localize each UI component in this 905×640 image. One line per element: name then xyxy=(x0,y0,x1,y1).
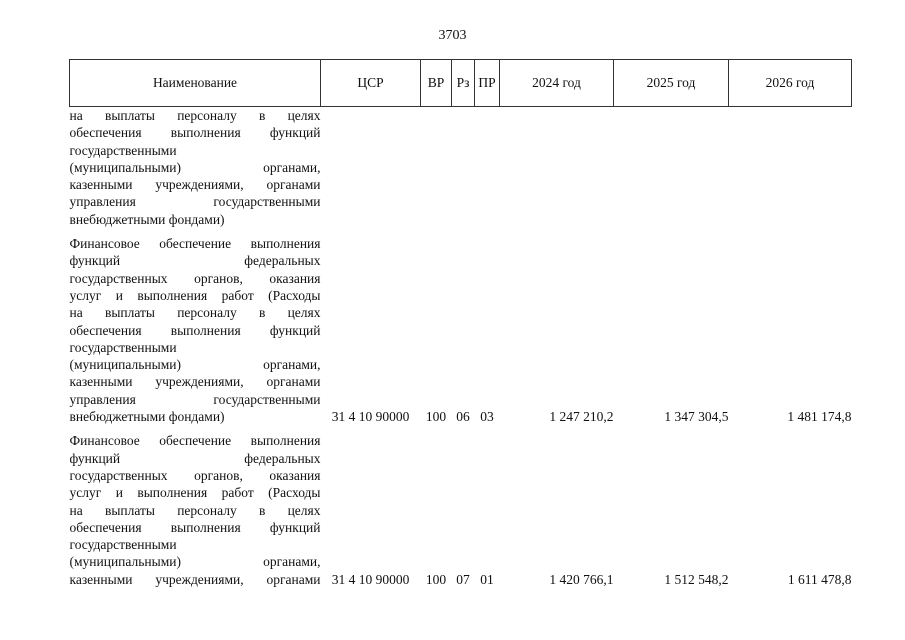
row-2024: 1 247 210,2 xyxy=(549,409,614,425)
row-rz: 07 xyxy=(456,571,470,587)
row-csr: 31 4 10 90000 xyxy=(331,409,410,425)
name-line: Финансовое обеспечение выполнения xyxy=(69,236,321,252)
row-2026 xyxy=(729,107,852,229)
row-pr: 03 xyxy=(480,409,494,425)
header-2025: 2025 год xyxy=(614,60,729,107)
row-csr: 31 4 10 90000 xyxy=(331,571,410,587)
row-gap xyxy=(70,425,852,432)
name-line: (муниципальными) органами, xyxy=(69,159,321,175)
header-csr: ЦСР xyxy=(321,60,421,107)
row-name xyxy=(70,235,321,425)
row-rz xyxy=(452,107,475,229)
row-vr: 100 xyxy=(425,571,447,587)
name-line: Финансовое обеспечение выполнения xyxy=(69,433,321,449)
name-line: функций федеральных xyxy=(69,450,321,466)
row-pr xyxy=(475,107,500,229)
name-line: функций федеральных xyxy=(69,253,321,269)
name-line: внебюджетными фондами) xyxy=(69,211,225,227)
row-vr xyxy=(421,107,452,229)
header-rz: Рз xyxy=(452,60,475,107)
header-vr: ВР xyxy=(421,60,452,107)
name-line: управления государственными xyxy=(69,391,321,407)
name-line: услуг и выполнения работ (Расходы xyxy=(69,287,321,303)
row-gap xyxy=(70,228,852,235)
header-name: Наименование xyxy=(70,60,321,107)
name-line: государственных органов, оказания xyxy=(69,270,321,286)
row-2025: 1 347 304,5 xyxy=(664,409,729,425)
header-2026: 2026 год xyxy=(729,60,852,107)
table-row xyxy=(70,235,852,425)
name-line: казенными учреждениями, органами xyxy=(69,177,321,193)
row-vr: 100 xyxy=(425,409,447,425)
table-row xyxy=(70,432,852,588)
header-row xyxy=(70,60,852,107)
page-number: 3703 xyxy=(438,28,467,43)
name-line: внебюджетными фондами) xyxy=(69,409,225,425)
row-2024: 1 420 766,1 xyxy=(549,571,614,587)
name-line: услуг и выполнения работ (Расходы xyxy=(69,485,321,501)
row-rz: 06 xyxy=(456,409,470,425)
budget-table xyxy=(69,59,852,588)
name-line: на выплаты персоналу в целях xyxy=(69,305,321,321)
name-line: на выплаты персоналу в целях xyxy=(69,502,321,518)
name-line: казенными учреждениями, органами xyxy=(69,374,321,390)
name-line: обеспечения выполнения функций xyxy=(69,322,321,338)
name-line: обеспечения выполнения функций xyxy=(69,519,321,535)
name-line: казенными учреждениями, органами xyxy=(69,571,321,587)
row-pr: 01 xyxy=(480,571,494,587)
name-line: на выплаты персоналу в целях xyxy=(69,108,321,123)
header-pr: ПР xyxy=(475,60,500,107)
table-row xyxy=(70,107,852,229)
header-2024: 2024 год xyxy=(500,60,614,107)
name-line: государственными xyxy=(69,537,177,553)
name-line: обеспечения выполнения функций xyxy=(69,125,321,141)
row-2025 xyxy=(614,107,729,229)
name-line: управления государственными xyxy=(69,194,321,210)
name-line: государственных органов, оказания xyxy=(69,467,321,483)
row-2025: 1 512 548,2 xyxy=(664,571,729,587)
row-name xyxy=(70,432,321,588)
name-line: государственными xyxy=(69,142,177,158)
row-name xyxy=(70,107,321,229)
name-line: (муниципальными) органами, xyxy=(69,554,321,570)
row-2026: 1 481 174,8 xyxy=(787,409,852,425)
row-csr xyxy=(321,107,421,229)
row-2026: 1 611 478,8 xyxy=(787,571,852,587)
row-2024 xyxy=(500,107,614,229)
name-line: (муниципальными) органами, xyxy=(69,357,321,373)
name-line: государственными xyxy=(69,339,177,355)
